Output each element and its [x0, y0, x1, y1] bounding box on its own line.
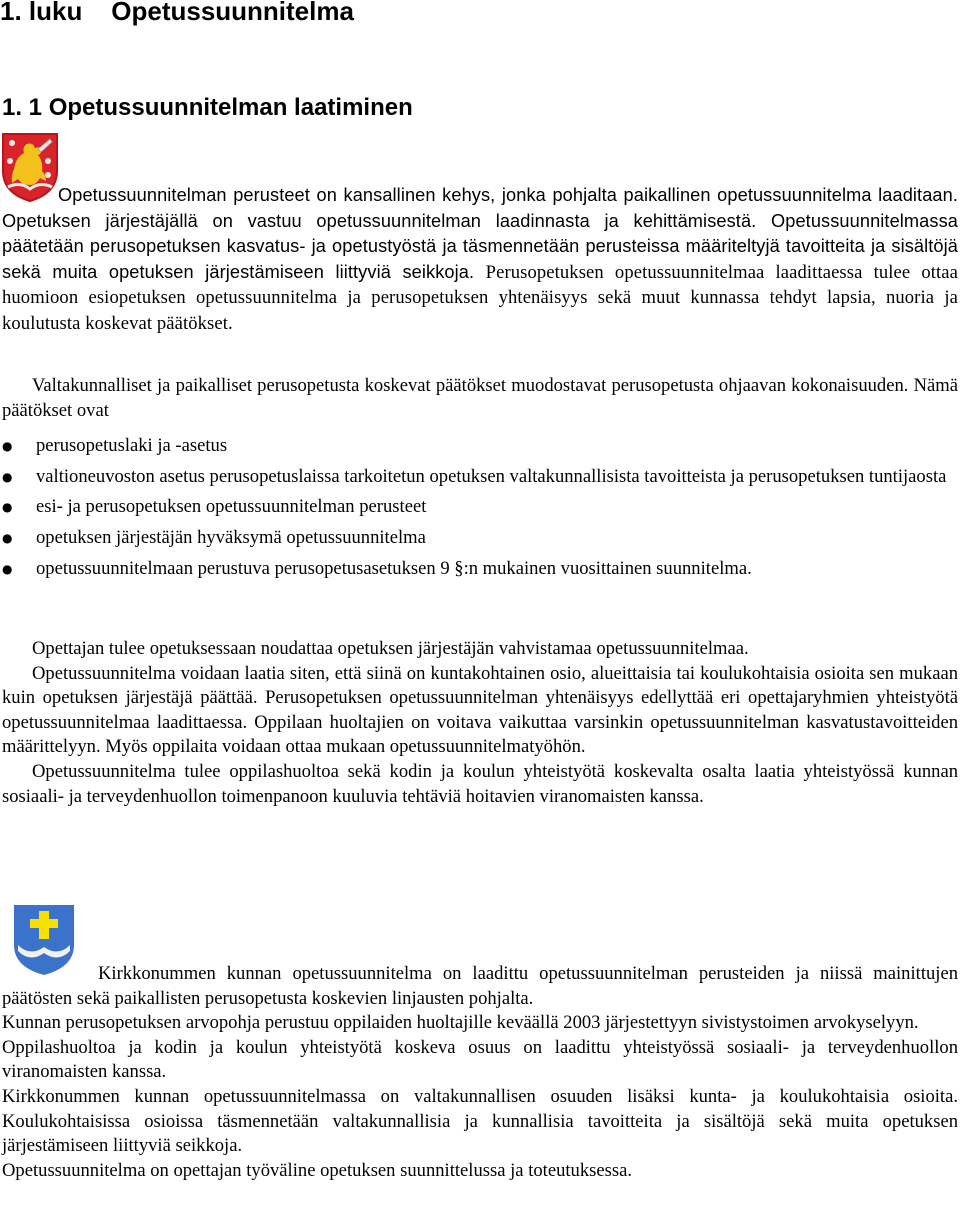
para-decisions: Valtakunnalliset ja paikalliset perusopetusta koskevat päätökset muodostavat perusopetusta ohjaavan kokonaisuuden. Nämä päätökset ovat: [2, 375, 958, 421]
para-cooperation: Oppilashuoltoa ja kodin ja koulun yhteistyötä koskeva osuus on laadittu yhteistyössä sosiaali- ja terveydenhuollon viranomaisten kanssa.: [2, 1036, 958, 1083]
para-tool: Opetussuunnitelma on opettajan työväline opetuksen suunnittelussa ja toteutuksessa.: [2, 1159, 633, 1181]
chapter-heading: 1. luku Opetussuunnitelma: [0, 0, 354, 26]
para-kirkkonummi: Kirkkonummen kunnan opetussuunnitelma on laadittu opetussuunnitelman perusteiden ja niissä mainittujen päätösten sekä paikallisten perusopetusta koskevien linjausten pohjalta.: [2, 963, 958, 1009]
list-item: ● valtioneuvoston asetus perusopetuslaissa tarkoitetun opetuksen valtakunnallisista tavoitteista ja perusopetuksen tuntijaosta: [2, 465, 958, 490]
para-sections: Opetussuunnitelma voidaan laatia siten, että siinä on kuntakohtainen osio, alueittaisia tai koulukohtaisia osioita sen mukaan kuin opetuksen järjestäjä päättää. Perusopetuksen opetussuunnitelman yhtenäisyys edellyttää eri opettajaryhmien yhteistyötä opetussuunnitelmaa laadittaessa. Oppilaan huoltajien on voitava vaikuttaa varsinkin opetussuunnitelman kasvatustavoitteiden määrittelyyn. Myös oppilaita voidaan ottaa mukaan opetussuunnitelmatyöhön.: [2, 662, 958, 758]
para-pupil-welfare: Opetussuunnitelma tulee oppilashuoltoa sekä kodin ja koulun yhteistyötä koskevalta osalta laatia yhteistyössä kunnan sosiaali- ja terveydenhuollon toimenpanoon kuuluvia tehtäviä hoitavien viranomaisten kanssa.: [2, 760, 958, 807]
decision-list: [2, 434, 958, 581]
list-item: ● opetussuunnitelmaan perustuva perusopetusasetuksen 9 §:n mukainen vuosittainen suunnitelma.: [2, 557, 958, 582]
para-intro: Opetussuunnitelman perusteet on kansallinen kehys, jonka pohjalta paikallinen opetussuunnitelma laaditaan. Opetuksen järjestäjällä on vastuu opetussuunnitelman laadinnasta ja kehittämisestä. Opetussuunnitelmassa päätetään perusopetuksen kasvatus- ja opetustyöstä ja täsmennetään perusteissa määriteltyjä tavoitteita ja sisältöjä sekä muita opetuksen järjestämiseen liittyviä seikkoja.: [2, 185, 958, 282]
para-values: Kunnan perusopetuksen arvopohja perustuu oppilaiden huoltajille keväällä 2003 järjestettyyn sivistystoimen arvokyselyyn.: [2, 1012, 919, 1034]
list-item: ● opetuksen järjestäjän hyväksymä opetussuunnitelma: [2, 526, 958, 551]
list-item: ● perusopetuslaki ja -asetus: [2, 434, 958, 459]
decisions-section: [2, 374, 958, 581]
para-local-sections: Kirkkonummen kunnan opetussuunnitelmassa on valtakunnallisen osuuden lisäksi kunta- ja koulukohtaisia osioita. Koulukohtaisissa osioissa täsmennetään valtakunnallisia ja kunnallisia tavoitteita ja sisältöjä sekä muita opetuksen järjestämiseen liittyviä seikkoja.: [2, 1085, 958, 1157]
list-item: ● esi- ja perusopetuksen opetussuunnitelman perusteet: [2, 495, 958, 520]
para-intro-cont: Perusopetuksen opetussuunnitelmaa laadittaessa tulee ottaa huomioon esiopetuksen opetussuunnitelma ja perusopetuksen yhtenäisyys sekä muut kunnassa tehdyt lapsia, nuoria ja koulutusta koskevat päätökset.: [2, 261, 958, 334]
section-heading: 1. 1 Opetussuunnitelman laatiminen: [2, 94, 413, 121]
teachers-section: [2, 637, 958, 809]
intro-section: [2, 183, 958, 336]
kirkkonummi-section: [2, 962, 958, 1183]
para-teacher-duty: Opettajan tulee opetuksessaan noudattaa opetuksen järjestäjän vahvistamaa opetussuunnitelmaa.: [32, 638, 749, 659]
